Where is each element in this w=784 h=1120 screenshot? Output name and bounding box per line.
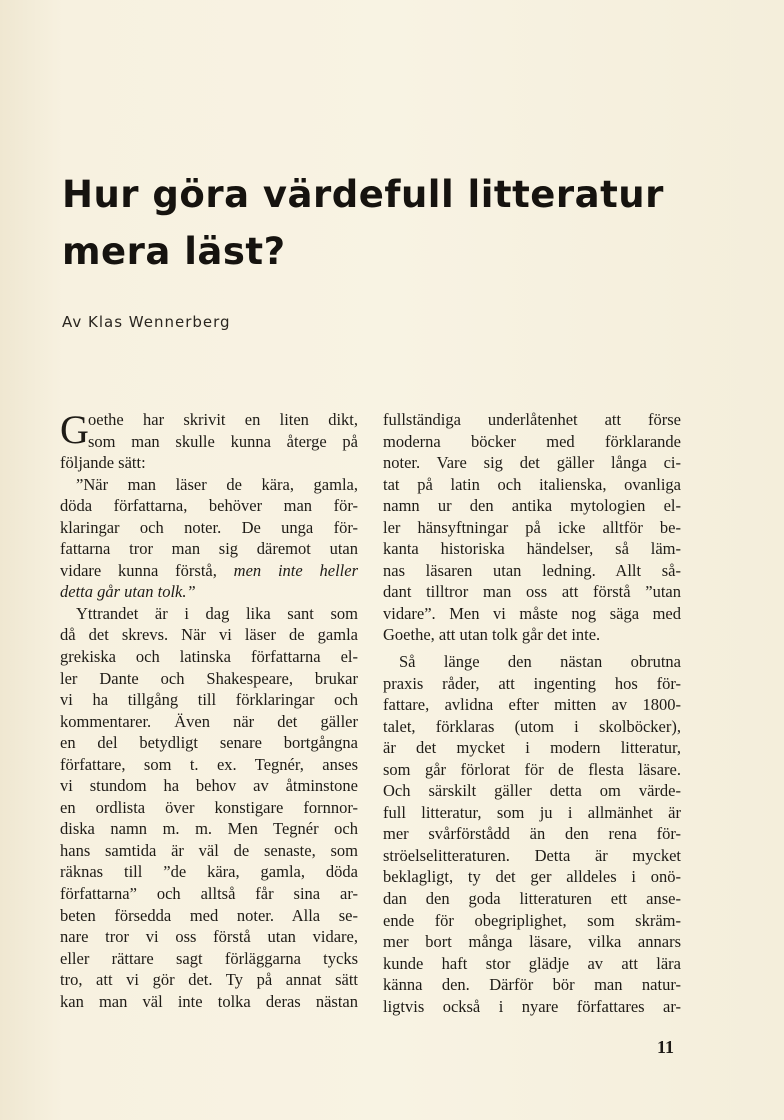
text-line: fullständiga underlåtenhet att förse [383,410,681,429]
italic-span: men inte heller [233,560,359,580]
text-span: som man skulle kunna återge på [88,431,358,451]
text-line: ler hänsyftningar på icke alltför be- [383,517,681,537]
text-line: mer bort många läsare, vilka annars [383,932,681,952]
text-line: ler Dante och Shakespeare, brukar [60,668,358,688]
drop-cap: G [60,407,89,452]
text-line: tro, att vi gör det. Ty på annat sätt [60,970,358,990]
text-line: talet, förklaras (utom i skolböcker), [383,716,681,736]
text-line: beklagligt, ty det ger alldeles i onö- [383,867,681,887]
text-line: känna den. Därför bör man natur- [383,975,681,995]
text-line: diska namn m. m. Men Tegnér och [60,819,358,839]
text-line: fattarna tror man sig däremot utan [60,539,358,559]
text-line: då det skrevs. När vi läser de gamla [60,625,358,645]
italic-span: detta går utan tolk.” [60,582,196,602]
text-line: vi ha tillgång till förklaringar och [60,690,358,710]
text-line: en del betydligt senare bortgångna [60,733,358,753]
text-line [60,560,358,582]
text-line: hans samtida är väl de senaste, som [60,840,358,860]
text-line: kunde haft stor glädje av att lära [383,953,681,973]
text-line: namn ur den antika mytologien el- [383,496,681,516]
text-line: klaringar och noter. De unga för- [60,517,358,537]
text-line: räknas till ”de kära, gamla, döda [60,862,358,882]
title-line: Hur göra värdefull litteratur [62,173,664,216]
text-line: Yttrandet är i dag lika sant som [76,603,358,623]
left-column [60,409,358,1012]
text-line-content [60,409,358,431]
text-span: oethe har skrivit en liten dikt, [88,410,358,429]
text-line: fattare, avlidna efter mitten av 1800- [383,695,681,715]
text-line: full litteratur, som ju i allmänhet är [383,802,681,822]
title-line: mera läst? [62,230,286,273]
text-line: döda författarna, behöver man för- [60,496,358,516]
text-line: dant tilltror man oss att förstå ”utan [383,582,681,602]
text-line: Goethe, att utan tolk går det inte. [383,625,601,645]
text-line: ströelselitteraturen. Detta är mycket [383,845,681,865]
text-line: ligtvis också i nyare författares ar- [383,996,681,1016]
text-line: beten försedda med noter. Alla se- [60,905,358,925]
text-line: ende för obegriplighet, som skräm- [383,910,681,930]
text-line: kan man väl inte tolka deras nästan [60,991,358,1011]
text-span: vidare kunna förstå, [60,560,217,580]
article-title [62,166,742,280]
text-line: praxis råder, att ingenting hos för- [383,673,681,693]
text-line: Så länge den nästan obrutna [399,652,681,672]
text-line: nas läsaren utan ledning. Allt så- [383,560,681,580]
text-line: vi stundom ha behov av åtminstone [60,776,358,796]
text-line: författarna” och alltså får sina ar- [60,884,358,904]
text-line: vidare”. Men vi måste nog säga med [383,603,681,623]
text-line: grekiska och latinska författarna el- [60,647,358,667]
text-line: är det mycket i modern litteratur, [383,738,681,758]
text-line: följande sätt: [60,453,146,473]
page-number: 11 [657,1037,675,1057]
text-line: tat på latin och italienska, ovanliga [383,474,681,494]
text-line [60,431,358,453]
text-line: författare, som t. ex. Tegnér, anses [60,754,358,774]
text-line: ”När man läser de kära, gamla, [76,474,358,494]
text-line: nare tror vi oss förstå utan vidare, [60,927,358,947]
text-line: mer svårförstådd än den rena för- [383,824,681,844]
text-line: eller rättare sagt förläggarna tycks [60,948,358,968]
text-line: moderna böcker med förklarande [383,431,681,451]
text-line [60,581,358,603]
text-line: kanta historiska händelser, så läm- [383,539,681,559]
text-line: en ordlista över konstigare fornnor- [60,797,358,817]
byline: Av Klas Wennerberg [62,313,231,331]
right-column [383,409,681,1017]
text-line: noter. Vare sig det gäller långa ci- [383,453,681,473]
text-line: dan den goda litteraturen ett anse- [383,889,681,909]
text-line: som går förlorat för de flesta läsare. [383,759,681,779]
text-line: Och särskilt gäller detta om värde- [383,781,681,801]
text-line: kommentarer. Även när det gäller [60,711,358,731]
